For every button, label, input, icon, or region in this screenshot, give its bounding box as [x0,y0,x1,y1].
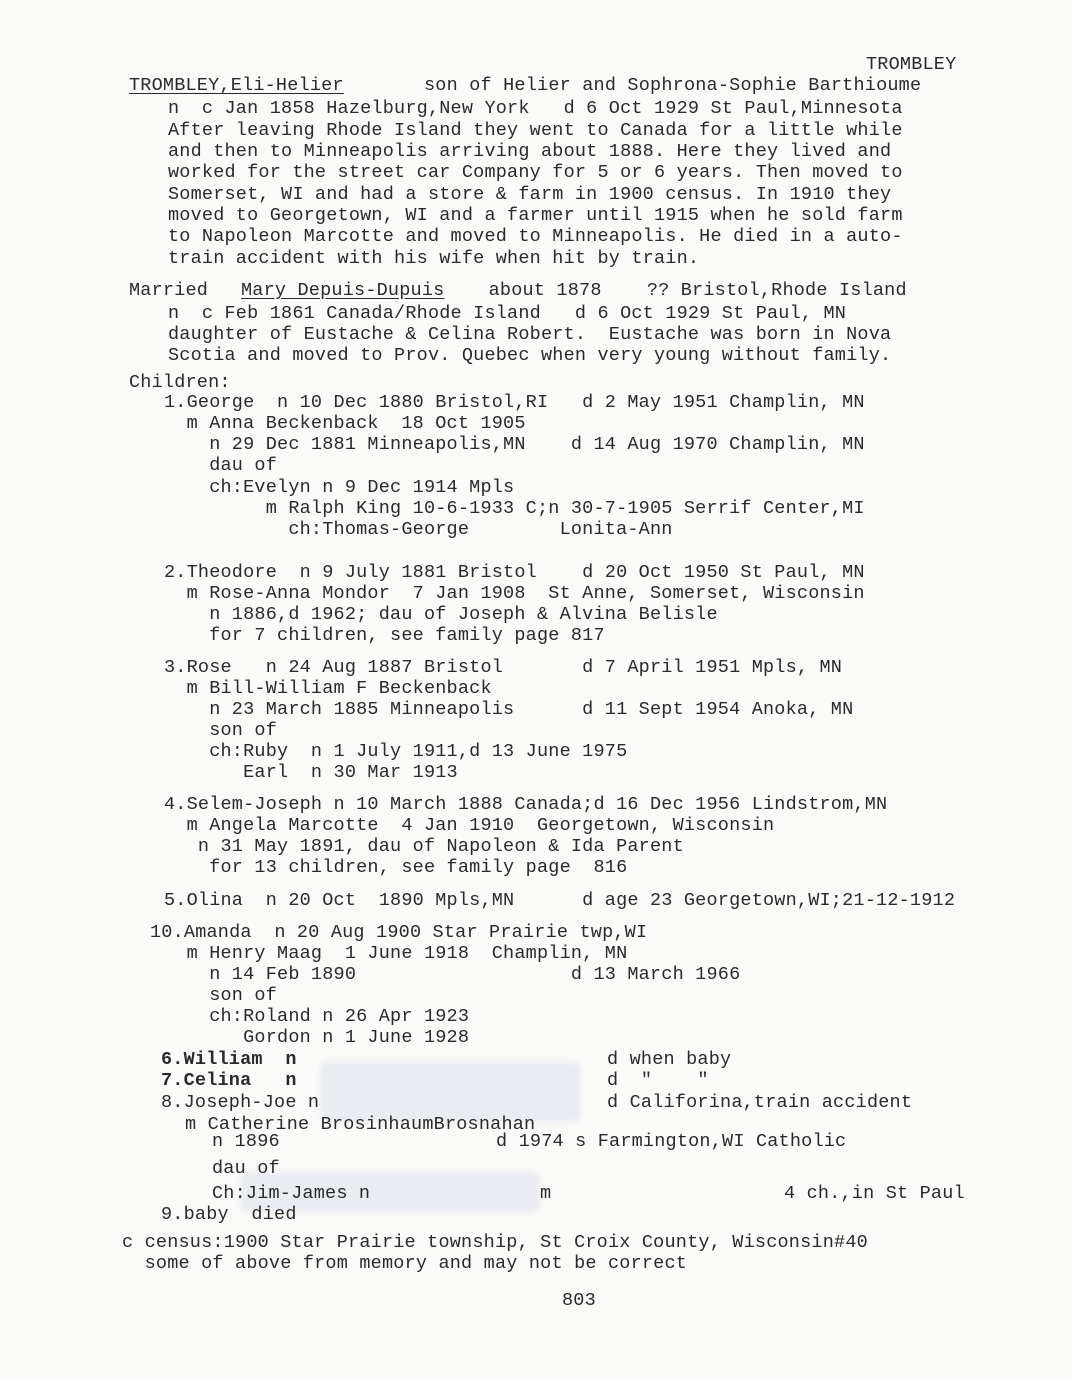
child-william-line: 6.William n [161,1049,297,1070]
memory-note: some of above from memory and may not be correct [122,1253,688,1274]
spouse-line: daughter of Eustache & Celina Robert. Eustache was born in Nova [168,324,892,345]
child-selem-line: n 31 May 1891, dau of Napoleon & Ida Parent [164,836,684,857]
header-surname: TROMBLEY [866,54,957,75]
subject-parents: son of Helier and Sophrona-Sophie Barthioume [424,75,922,96]
child-rose-line: ch:Ruby n 1 July 1911,d 13 June 1975 [164,741,628,762]
child-celina-death: d " " [607,1070,709,1091]
child-rose-line: son of [164,720,278,741]
scan-smudge [320,1062,580,1122]
child-rose-line: n 23 March 1885 Minneapolis d 11 Sept 1954 Anoka, MN [164,699,854,720]
child-amanda-line: 10.Amanda n 20 Aug 1900 Star Prairie twp,WI [150,922,648,943]
child-joseph-spouse-died: d 1974 s Farmington,WI Catholic [496,1131,847,1152]
child-theodore-line: 2.Theodore n 9 July 1881 Bristol d 20 Oct 1950 St Paul, MN [164,562,865,583]
child-joseph-death: d Califorina,train accident [607,1092,913,1113]
child-selem-line: m Angela Marcotte 4 Jan 1910 Georgetown, Wisconsin [164,815,775,836]
child-george-line: n 29 Dec 1881 Minneapolis,MN d 14 Aug 1970 Champlin, MN [164,434,865,455]
spouse-when-where: about 1878 ?? Bristol,Rhode Island [466,280,907,301]
child-theodore-line: for 7 children, see family page 817 [164,625,605,646]
child-joseph-spouse-born: n 1896 [212,1131,280,1152]
spouse-line: n c Feb 1861 Canada/Rhode Island d 6 Oct 1929 St Paul, MN [168,303,847,324]
spouse-line: Scotia and moved to Prov. Quebec when very young without family. [168,345,892,366]
child-rose-line: 3.Rose n 24 Aug 1887 Bristol d 7 April 1951 Mpls, MN [164,657,843,678]
child-joseph-child-married: m [540,1183,552,1204]
child-amanda-line: n 14 Feb 1890 d 13 March 1966 [164,964,741,985]
child-amanda-line: Gordon n 1 June 1928 [164,1027,470,1048]
bio-line: After leaving Rhode Island they went to Canada for a little while [168,120,903,141]
child-amanda-line: m Henry Maag 1 June 1918 Champlin, MN [164,943,628,964]
child-rose-line: Earl n 30 Mar 1913 [164,762,458,783]
married-label: Married [129,280,209,301]
child-george-line: m Anna Beckenback 18 Oct 1905 [164,413,526,434]
bio-line: Somerset, WI and had a store & farm in 1900 census. In 1910 they [168,184,892,205]
bio-line: and then to Minneapolis arriving about 1888. Here they lived and [168,141,892,162]
child-george-line: ch:Thomas-George Lonita-Ann [164,519,673,540]
child-amanda-line: son of [164,985,278,1006]
child-joseph-child-note: 4 ch.,in St Paul [784,1183,965,1204]
child-theodore-line: n 1886,d 1962; dau of Joseph & Alvina Belisle [164,604,718,625]
children-label: Children: [129,372,231,393]
child-olina-line: 5.Olina n 20 Oct 1890 Mpls,MN d age 23 Georgetown,WI;21-12-1912 [164,890,956,911]
child-joseph-dau-of: dau of [212,1158,280,1179]
page-number: 803 [562,1290,596,1311]
child-george-line: 1.George n 10 Dec 1880 Bristol,RI d 2 May 1951 Champlin, MN [164,392,865,413]
child-rose-line: m Bill-William F Beckenback [164,678,492,699]
child-william-death: d when baby [607,1049,732,1070]
bio-line: moved to Georgetown, WI and a farmer until 1915 when he sold farm [168,205,903,226]
child-joseph-spouse: m Catherine BrosinhaumBrosnahan [185,1114,536,1135]
bio-line: to Napoleon Marcotte and moved to Minneapolis. He died in a auto- [168,226,903,247]
census-note: c census:1900 Star Prairie township, St Croix County, Wisconsin#40 [122,1232,868,1253]
child-joseph-child: Ch:Jim-James n [212,1183,371,1204]
child-joseph-line: 8.Joseph-Joe n [161,1092,320,1113]
child-george-line: dau of [164,455,278,476]
child-selem-line: for 13 children, see family page 816 [164,857,628,878]
child-george-line: m Ralph King 10-6-1933 C;n 30-7-1905 Serrif Center,MI [164,498,865,519]
bio-line: train accident with his wife when hit by train. [168,248,700,269]
child-theodore-line: m Rose-Anna Mondor 7 Jan 1908 St Anne, Somerset, Wisconsin [164,583,865,604]
child-george-line: ch:Evelyn n 9 Dec 1914 Mpls [164,477,515,498]
child-selem-line: 4.Selem-Joseph n 10 March 1888 Canada;d 16 Dec 1956 Lindstrom,MN [164,794,888,815]
child-baby-line: 9.baby died [161,1204,297,1225]
subject-born-died: n c Jan 1858 Hazelburg,New York d 6 Oct 1929 St Paul,Minnesota [168,98,903,119]
spouse-name: Mary Depuis-Dupuis [241,280,445,301]
child-celina-line: 7.Celina n [161,1070,297,1091]
child-amanda-line: ch:Roland n 26 Apr 1923 [164,1006,470,1027]
subject-name: TROMBLEY,Eli-Helier [129,75,344,96]
bio-line: worked for the street car Company for 5 or 6 years. Then moved to [168,162,903,183]
